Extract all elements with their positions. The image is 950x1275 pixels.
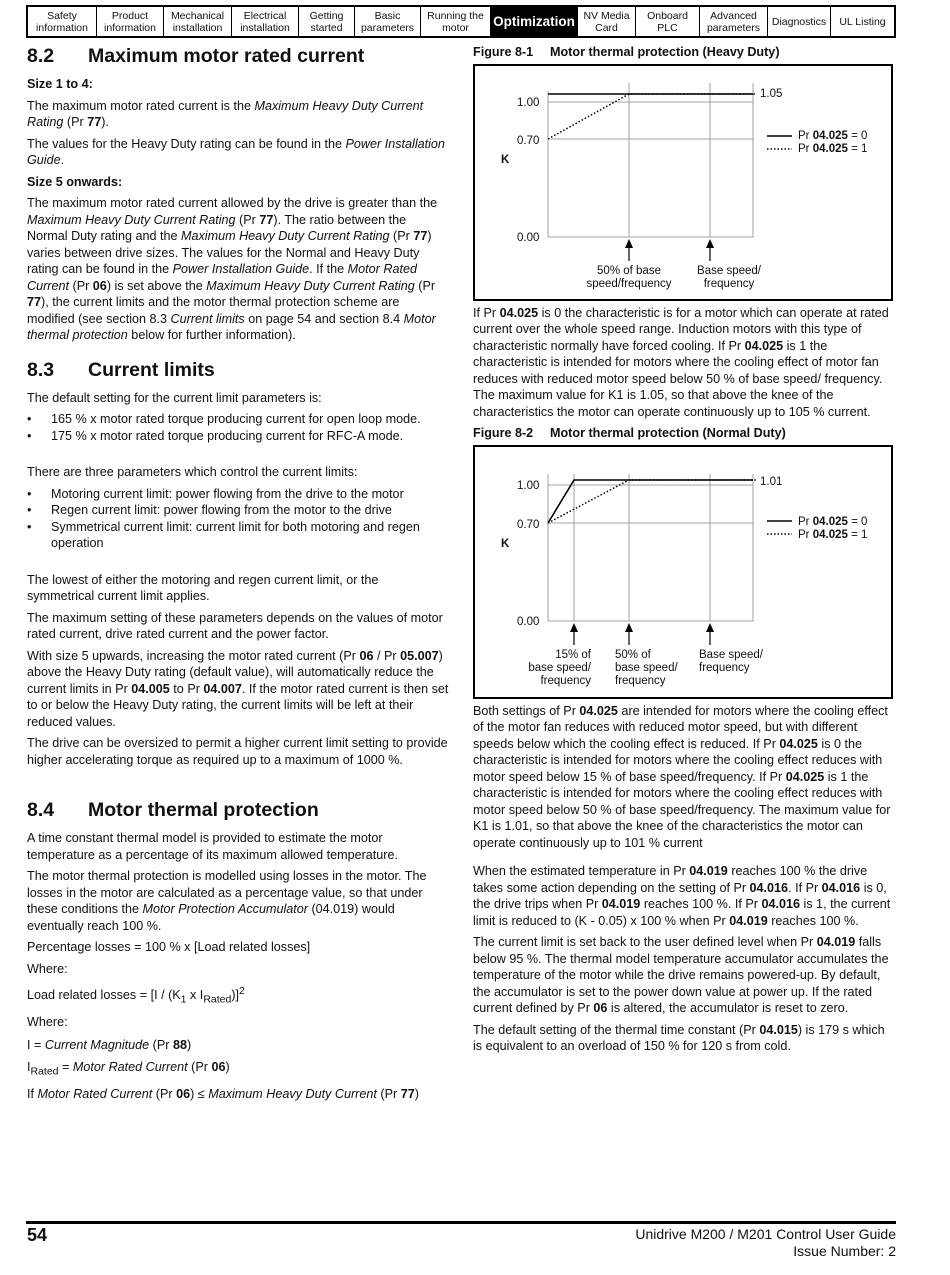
y-tick-0-00: 0.00 [517,615,540,628]
subheading-size-5: Size 5 onwards: [27,174,123,189]
nav-tab-running-the-motor[interactable]: Running the motor [421,7,491,36]
section-heading-8-2: 8.2 Maximum motor rated current [27,45,365,67]
x-marker-arrows [570,623,714,645]
footer-guide-title: Unidrive M200 / M201 Control User Guide Issue Number: 2 [635,1226,896,1259]
paragraph: There are three parameters which control the current limits: [27,465,358,479]
bullet-item: • Symmetrical current limit: current limit for both motoring and regen operation [27,519,449,552]
y-tick-1-00: 1.00 [517,479,540,492]
bullet-item: • 165 % x motor rated torque producing current for open loop mode. [27,411,449,428]
nav-tab-electrical-installation[interactable]: Electrical installation [232,7,299,36]
paragraph: The lowest of either the motoring and regen current limit, or the symmetrical current limit applies. [27,572,379,603]
nav-tab-ul-listing[interactable]: UL Listing [839,15,886,28]
grid [548,474,753,621]
formula-load-losses: Load related losses = [$I / (K_1$ x $I_{Rated})]^2$ [27,985,245,1006]
paragraph: If Pr 04.025 is 0 the characteristic is for a motor which can operate at rated current over the whole speed range. Induction motors with this type of characteristic normally have forced cooling. If Pr 04.025 is 1 the characteristic is intended for motors where the cooling effect of motor fan reduces with reduced motor speed below 50 % of base speed/ frequency. The maximum value for K1 is 1.05, so that above the knee of the characteristics the motor can operate continuously up to 105 % current. [473,305,889,419]
paragraph: The motor thermal protection is modelled using losses in the motor. The losses in the motor are calculated as a percentage value, so that under these conditions the Motor Protection Accumulator (04.019) would eventually reach 100 %. [27,869,427,933]
definition-current-magnitude: I = Current Magnitude (Pr 88) [27,1037,192,1052]
knee-label: 1.05 [760,87,783,100]
nav-tab-mechanical-installation[interactable]: Mechanical installation [164,7,232,36]
x-marker-15-label: 15% of base speed/ frequency [528,648,591,687]
paragraph: The maximum motor rated current allowed by the drive is greater than the Maximum Heavy Duty Current Rating (Pr 77). The ratio between the Normal Duty rating and the Maximum Heavy Duty Current Rating (Pr 77) varies between drive sizes. The values for the Normal and Heavy Duty rating can be found in the Power Installation Guide. If the Motor Rated Current (Pr 06) is set above the Maximum Heavy Duty Current Rating (Pr 77), the current limits and the motor thermal protection scheme are modified (see section 8.3 Current limits on page 54 and section 8.4 Motor thermal protection below for further information). [27,196,438,342]
bullet-item: • Regen current limit: power flowing from the motor to the drive [27,502,449,519]
chapter-nav [26,5,896,38]
y-tick-0-70: 0.70 [517,518,540,531]
paragraph: With size 5 upwards, increasing the motor rated current (Pr 06 / Pr 05.007) above the Heavy Duty rating (default value), will automatically reduce the current limits in Pr 04.005 to Pr 04.007. If the motor rated current is then set to or below the Heavy Duty rating, the current limits will be left at their reduced values. [27,648,449,729]
curve-solid [548,480,753,523]
paragraph: The maximum setting of these parameters depends on the values of motor rated current, drive rated current and the power factor. [27,610,443,641]
right-column [473,44,897,1060]
x-marker-arrows [625,239,714,261]
bullet-list-limits [27,486,449,552]
paragraph: A time constant thermal model is provided to estimate the motor temperature as a percentage of its maximum allowed temperature. [27,831,398,862]
paragraph: The values for the Heavy Duty rating can be found in the Power Installation Guide. [27,136,445,167]
y-tick-1-00: 1.00 [517,96,540,109]
paragraph: The default setting of the thermal time constant (Pr 04.015) is 179 s which is equivalent to an overload of 150 % for 120 s from cold. [473,1022,885,1053]
figure-8-1-heavy-duty [473,64,893,301]
x-marker-50-label: 50% of base speed/frequency [586,264,672,290]
nav-tab-optimization[interactable]: Optimization [491,7,578,36]
figure-title-8-1: Figure 8-1 Motor thermal protection (Heavy Duty) [473,45,780,59]
paragraph: The current limit is set back to the user defined level when Pr 04.019 falls below 95 %. The thermal model temperature accumulator accumulates the temperature of the motor while the drive remains powered-up. By default, the accumulator is set to the power down value at power up. If the rated current defined by Pr 06 is altered, the accumulator is reset to zero. [473,935,889,1015]
legend-solid-label: Pr 04.025 = 0 [798,129,868,142]
y-tick-0-00: 0.00 [517,231,540,244]
nav-tab-basic-parameters[interactable]: Basic parameters [355,7,421,36]
figure-8-2-graphic [475,447,891,697]
section-heading-8-3: 8.3 Current limits [27,358,215,381]
nav-tab-safety-information[interactable]: Safety information [28,7,97,36]
bullet-item: • 175 % x motor rated torque producing current for RFC-A mode. [27,428,449,445]
bullet-item: • Motoring current limit: power flowing from the drive to the motor [27,486,449,503]
nav-tab-nv-media-card[interactable]: NV Media Card [578,7,636,36]
legend-dotted-label: Pr 04.025 = 1 [798,528,868,541]
knee-label: 1.01 [760,475,783,488]
y-axis-label: K [501,537,510,550]
nav-tab-product-information[interactable]: Product information [97,7,164,36]
paragraph: Where: [27,961,68,976]
legend-dotted-label: Pr 04.025 = 1 [798,142,868,155]
y-tick-0-70: 0.70 [517,134,540,147]
nav-tab-advanced-parameters[interactable]: Advanced parameters [700,7,768,36]
page-number: 54 [27,1225,48,1245]
nav-tab-onboard-plc[interactable]: Onboard PLC [636,7,700,36]
paragraph: Percentage losses = 100 % x [Load related losses] [27,940,311,954]
definition-rated-current: $I_{Rated}$ = Motor Rated Current (Pr 06) [27,1060,230,1078]
x-marker-base-label: Base speed/ frequency [699,648,763,674]
paragraph: When the estimated temperature in Pr 04.019 reaches 100 % the drive takes some action depending on the setting of Pr 04.016. If Pr 04.016 is 0, the drive trips when Pr 04.019 reaches 100 %. If Pr 04.016 is 1, the current limit is reduced to (K - 0.05) x 100 % when Pr 04.019 reaches 100 %. [473,864,891,928]
section-heading-8-4: 8.4 Motor thermal protection [27,799,319,821]
grid [548,83,753,237]
figure-title-8-2: Figure 8-2 Motor thermal protection (Normal Duty) [473,426,786,440]
left-column [27,44,449,1108]
x-marker-50-label: 50% of base speed/ frequency [615,648,678,687]
curve-dotted [548,480,756,523]
bullet-list-defaults [27,411,449,444]
nav-tab-diagnostics[interactable]: Diagnostics [768,7,831,36]
figure-8-2-normal-duty [473,445,893,699]
subheading-size-1-4: Size 1 to 4: [27,77,93,91]
paragraph: Both settings of Pr 04.025 are intended for motors where the cooling effect of the motor fan reduces with reduced motor speed, but with different speeds below which the cooling effect is reduced. If Pr 04.025 is 0 the characteristic is intended for motors where the cooling effect reduces with motor speed below 15 % of base speed/frequency. If Pr 04.025 is 1 the characteristic is intended for motors where the cooling effect reduces with motor speed below 50 % of base speed/frequency. The maximum value for K1 is 1.01, so that above the knee of the characteristics the motor can operate continuously up to 101 % current [473,703,891,850]
y-axis-label: K [501,153,510,166]
curve-dotted [548,94,756,139]
paragraph: The default setting for the current limit parameters is: [27,390,322,405]
paragraph: The drive can be oversized to permit a higher current limit setting to provide higher accelerating torque as required up to a maximum of 1000 %. [27,736,448,767]
condition-rated-current: If Motor Rated Current (Pr 06) ≤ Maximum Heavy Duty Current (Pr 77) [27,1087,419,1102]
x-marker-base-label: Base speed/ frequency [697,264,761,290]
figure-8-1-graphic [475,66,891,299]
footer-rule [26,1221,896,1224]
legend-solid-label: Pr 04.025 = 0 [798,515,868,528]
nav-tab-getting-started[interactable]: Getting started [299,7,355,36]
paragraph: Where: [27,1015,68,1030]
paragraph: The maximum motor rated current is the Maximum Heavy Duty Current Rating (Pr 77). [27,98,424,129]
